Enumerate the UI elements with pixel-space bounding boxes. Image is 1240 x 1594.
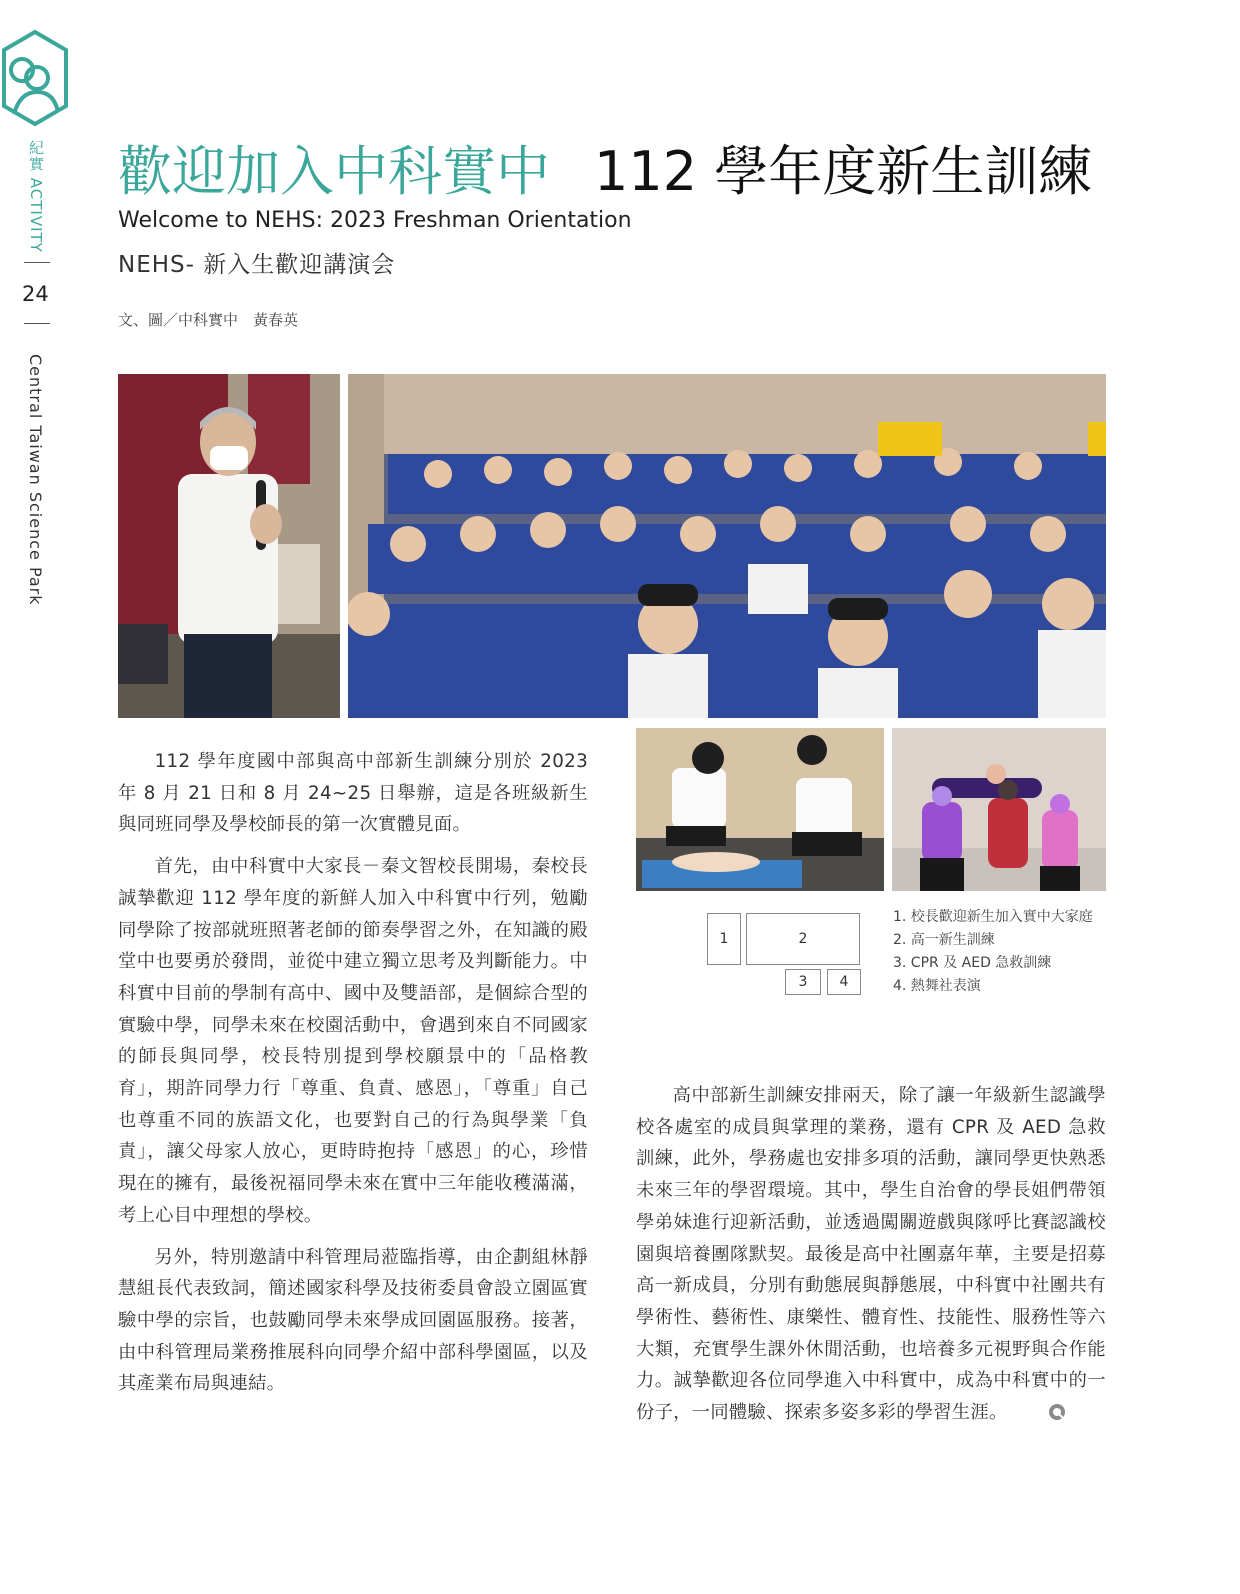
caption-2: 2. 高一新生訓練 <box>893 932 995 948</box>
caption-1: 1. 校長歡迎新生加入實中大家庭 <box>893 909 1093 925</box>
article-column-left <box>118 746 588 1400</box>
photo-index-3: 3 <box>785 969 821 995</box>
paragraph: 另外，特別邀請中科管理局蒞臨指導，由企劃組林靜慧組長代表致詞，簡述國家科學及技術委員會設立園區實驗中學的宗旨，也鼓勵同學未來學成回園區服務。接著，由中科管理局業務推展科向同學介紹中部科學園區，以及其產業布局與連結。 <box>118 1246 588 1395</box>
photo-dance-club <box>892 728 1106 891</box>
title-part-main: 112 學年度新生訓練 <box>594 140 1093 203</box>
paragraph <box>636 1080 1106 1429</box>
end-mark-icon <box>1012 1400 1030 1418</box>
page-title <box>118 140 1092 204</box>
category-zh: 紀實 <box>27 140 45 172</box>
rail-divider <box>24 262 50 263</box>
caption-3: 3. CPR 及 AED 急救訓練 <box>893 955 1052 971</box>
title-part-accent: 歡迎加入中科實中 <box>118 140 550 203</box>
people-hexagon-icon <box>0 28 70 128</box>
article-column-right <box>636 1080 1106 1429</box>
caption-4: 4. 熱舞社表演 <box>893 978 981 994</box>
page-number: 24 <box>22 282 49 306</box>
photo-index-1: 1 <box>707 913 741 965</box>
section-category <box>26 140 47 253</box>
rail-divider <box>24 323 50 324</box>
paragraph: 首先，由中科實中大家長－秦文智校長開場，秦校長誠摯歡迎 112 學年度的新鮮人加入中科實中行列，勉勵同學除了按部就班照著老師的節奏學習之外，在知識的殿堂中也要勇於發問，並從中建立獨立思考及判斷能力。中科實中目前的學制有高中、國中及雙語部，是個綜合型的實驗中學，同學未來在校園活動中，會遇到來自不同國家的師長與同學，校長特別提到學校願景中的「品格教育」，期許同學力行「尊重、負責、感恩」，「尊重」自己也尊重不同的族語文化，也要對自己的行為與學業「負責」，讓父母家人放心，更時時抱持「感恩」的心，珍惜現在的擁有，最後祝福同學未來在實中三年能收穫滿滿，考上心目中理想的學校。 <box>118 856 588 1226</box>
photo-captions <box>893 906 1093 998</box>
subtitle-english: Welcome to NEHS: 2023 Freshman Orientation <box>118 208 632 233</box>
photo-index-4: 4 <box>827 969 861 995</box>
subtitle-chinese: NEHS- 新入生歡迎講演会 <box>118 252 396 278</box>
publication-name: Central Taiwan Science Park <box>26 354 45 606</box>
photo-cpr-training <box>636 728 884 891</box>
photo-index-2: 2 <box>746 913 860 965</box>
category-en: ACTIVITY <box>27 177 45 253</box>
photo-freshman-audience <box>348 374 1106 718</box>
paragraph-text: 高中部新生訓練安排兩天，除了讓一年級新生認識學校各處室的成員與掌理的業務，還有 CPR 及 AED 急救訓練，此外，學務處也安排多項的活動，讓同學更快熟悉未來三年的學習環境。其中，學生自治會的學長姐們帶領學弟妹進行迎新活動，並透過闖關遊戲與隊呼比賽認識校園與培養團隊默契。最後是高中社團嘉年華，主要是招募高一新成員，分別有動態展與靜態展，中科實中社團共有學術性、藝術性、康樂性、體育性、技能性、服務性等六大類，充實學生課外休閒活動，也培養多元視野與合作能力。誠摯歡迎各位同學進入中科實中，成為中科實中的一份子，一同體驗、探索多姿多彩的學習生涯。 <box>636 1085 1106 1424</box>
byline: 文、圖／中科實中 黃春英 <box>118 311 299 329</box>
paragraph: 112 學年度國中部與高中部新生訓練分別於 2023 年 8 月 21 日和 8 月 24~25 日舉辦，這是各班級新生與同班同學及學校師長的第一次實體見面。 <box>118 751 588 836</box>
photo-principal-speech <box>118 374 340 718</box>
